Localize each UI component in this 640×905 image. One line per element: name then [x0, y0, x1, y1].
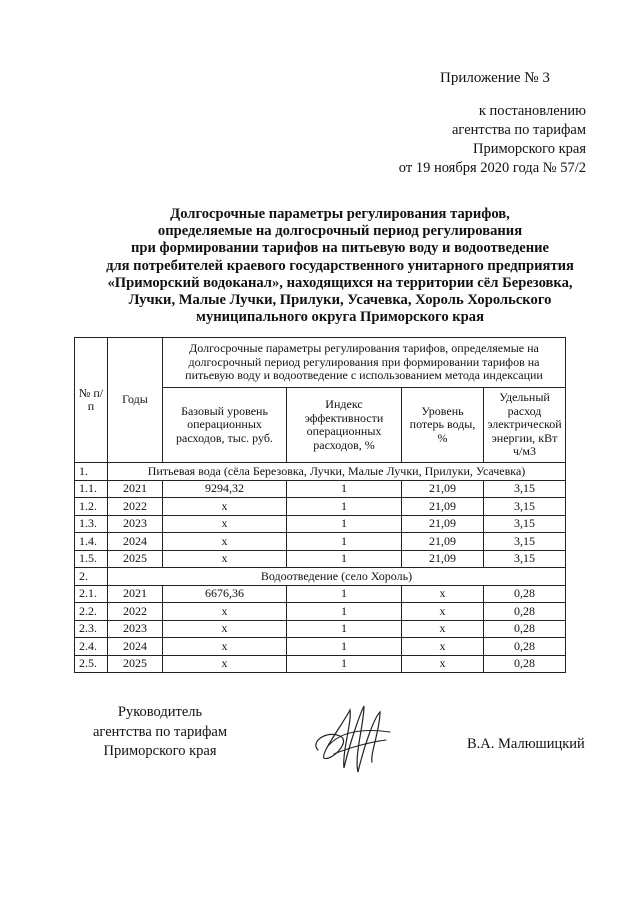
row-energy-use: 0,28 — [484, 638, 566, 656]
row-water-loss: 21,09 — [402, 550, 484, 568]
row-base-cost: x — [163, 550, 287, 568]
title-line: для потребителей краевого государственного унитарного предприятия — [106, 257, 574, 274]
handwritten-signature — [300, 702, 410, 782]
header-energy: Удельный расход электрической энергии, кВт ч/м3 — [484, 388, 566, 463]
row-efficiency-index: 1 — [287, 480, 402, 498]
row-water-loss: x — [402, 603, 484, 621]
resolution-line: агентства по тарифам — [452, 122, 586, 138]
row-water-loss: x — [402, 585, 484, 603]
row-base-cost: 6676,36 — [163, 585, 287, 603]
table-row — [75, 655, 566, 673]
section-row — [75, 568, 566, 586]
title-line: Долгосрочные параметры регулирования тарифов, — [170, 206, 510, 222]
row-year: 2025 — [108, 550, 163, 568]
row-efficiency-index: 1 — [287, 533, 402, 551]
row-water-loss: x — [402, 638, 484, 656]
row-num: 1.3. — [75, 515, 108, 533]
row-energy-use: 3,15 — [484, 550, 566, 568]
row-year: 2023 — [108, 515, 163, 533]
row-base-cost: 9294,32 — [163, 480, 287, 498]
row-base-cost: x — [163, 655, 287, 673]
row-water-loss: x — [402, 620, 484, 638]
header-num: № п/п — [75, 338, 108, 463]
row-num: 2.1. — [75, 585, 108, 603]
row-base-cost: x — [163, 515, 287, 533]
signer-title-line: агентства по тарифам — [93, 723, 227, 740]
table-row — [75, 603, 566, 621]
row-year: 2024 — [108, 638, 163, 656]
row-efficiency-index: 1 — [287, 603, 402, 621]
row-num: 1.1. — [75, 480, 108, 498]
signer-title-line: Приморского края — [103, 743, 217, 759]
row-year: 2024 — [108, 533, 163, 551]
row-year: 2021 — [108, 585, 163, 603]
title-line: муниципального округа Приморского края — [196, 309, 484, 326]
title-line: «Приморский водоканал», находящихся на территории сёл Березовка, — [107, 274, 573, 291]
row-year: 2021 — [108, 480, 163, 498]
row-efficiency-index: 1 — [287, 638, 402, 656]
row-num: 1.4. — [75, 533, 108, 551]
row-energy-use: 0,28 — [484, 620, 566, 638]
row-year: 2022 — [108, 603, 163, 621]
table-row — [75, 638, 566, 656]
table-row — [75, 498, 566, 516]
section-num: 1. — [75, 463, 108, 481]
resolution-line: Приморского края — [472, 141, 586, 157]
row-year: 2022 — [108, 498, 163, 516]
table-row — [75, 550, 566, 568]
row-efficiency-index: 1 — [287, 550, 402, 568]
row-energy-use: 0,28 — [484, 603, 566, 621]
row-year: 2023 — [108, 620, 163, 638]
row-base-cost: x — [163, 603, 287, 621]
row-efficiency-index: 1 — [287, 655, 402, 673]
title-line: Лучки, Малые Лучки, Прилуки, Усачевка, Хороль Хорольского — [128, 292, 552, 309]
row-water-loss: 21,09 — [402, 515, 484, 533]
header-year: Годы — [108, 338, 163, 463]
table-row — [75, 533, 566, 551]
section-title: Питьевая вода (сёла Березовка, Лучки, Малые Лучки, Прилуки, Усачевка) — [108, 463, 566, 481]
row-num: 1.2. — [75, 498, 108, 516]
title-line: определяемые на долгосрочный период регулирования — [157, 223, 523, 240]
row-base-cost: x — [163, 620, 287, 638]
header-group: Долгосрочные параметры регулирования тарифов, определяемые на долгосрочный период регулирования при формировании тарифов на питьевую воду и водоотведение с использованием метода индексации — [163, 338, 566, 388]
row-base-cost: x — [163, 638, 287, 656]
row-num: 2.2. — [75, 603, 108, 621]
row-energy-use: 3,15 — [484, 515, 566, 533]
row-water-loss: 21,09 — [402, 498, 484, 516]
resolution-reference — [399, 102, 586, 178]
table-row — [75, 620, 566, 638]
section-row — [75, 463, 566, 481]
signer-title-line: Руководитель — [117, 704, 203, 720]
row-num: 2.4. — [75, 638, 108, 656]
row-energy-use: 3,15 — [484, 533, 566, 551]
header-loss: Уровень потерь воды, % — [402, 388, 484, 463]
signer-name: В.А. Малюшицкий — [467, 736, 585, 752]
parameters-table — [74, 337, 566, 673]
row-efficiency-index: 1 — [287, 515, 402, 533]
row-energy-use: 0,28 — [484, 585, 566, 603]
row-base-cost: x — [163, 533, 287, 551]
table-row — [75, 585, 566, 603]
row-year: 2025 — [108, 655, 163, 673]
row-base-cost: x — [163, 498, 287, 516]
resolution-line: от 19 ноября 2020 года № 57/2 — [398, 160, 586, 176]
table-row — [75, 480, 566, 498]
row-efficiency-index: 1 — [287, 620, 402, 638]
header-index: Индекс эффективности операционных расходов, % — [287, 388, 402, 463]
row-num: 2.5. — [75, 655, 108, 673]
appendix-label: Приложение № 3 — [440, 70, 550, 86]
row-water-loss: 21,09 — [402, 533, 484, 551]
row-efficiency-index: 1 — [287, 585, 402, 603]
section-num: 2. — [75, 568, 108, 586]
row-water-loss: 21,09 — [402, 480, 484, 498]
row-num: 1.5. — [75, 550, 108, 568]
title-line: при формировании тарифов на питьевую воду и водоотведение — [130, 240, 550, 257]
row-efficiency-index: 1 — [287, 498, 402, 516]
resolution-line: к постановлению — [478, 103, 586, 119]
row-num: 2.3. — [75, 620, 108, 638]
section-title: Водоотведение (село Хороль) — [108, 568, 566, 586]
row-energy-use: 3,15 — [484, 480, 566, 498]
row-energy-use: 3,15 — [484, 498, 566, 516]
signer-title — [93, 703, 227, 762]
row-water-loss: x — [402, 655, 484, 673]
header-base: Базовый уровень операционных расходов, тыс. руб. — [163, 388, 287, 463]
document-title — [40, 206, 640, 326]
row-energy-use: 0,28 — [484, 655, 566, 673]
table-row — [75, 515, 566, 533]
